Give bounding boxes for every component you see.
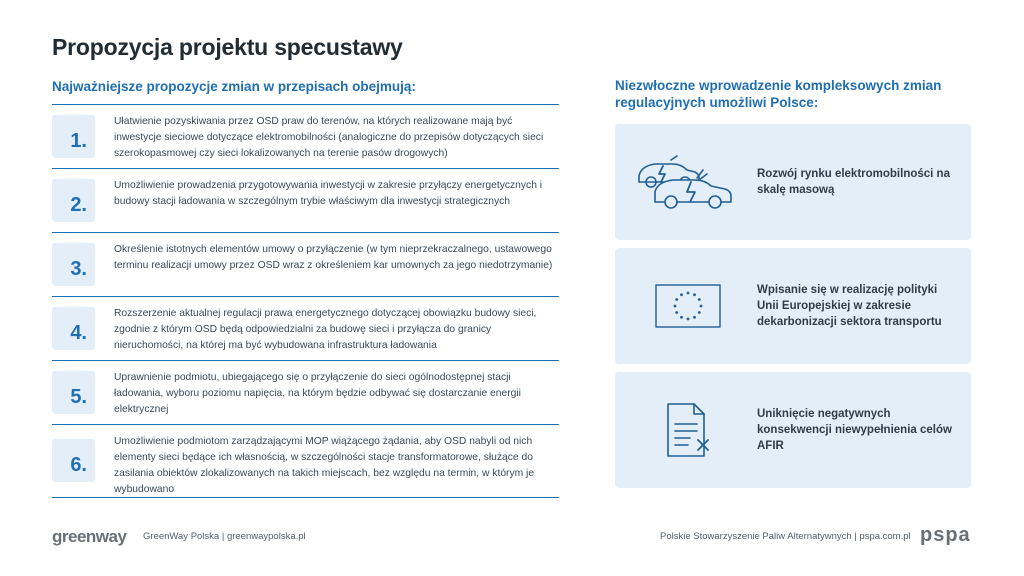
document-x-icon [625,390,750,470]
list-item [52,297,559,361]
item-text: Umożliwienie prowadzenia przygotowywania inwestycji w zakresie przyłączy energetycznych i budowy stacji ładowania w szczególnym trybie właściwym dla inwestycji strategicznych [114,180,543,207]
benefit-card [615,248,971,364]
list-item [52,425,559,498]
item-number: 6. [52,439,95,482]
page-title: Propozycja projektu specustawy [52,34,403,60]
right-heading: Niezwłoczne wprowadzenie kompleksowych zmian regulacyjnych umożliwi Polsce: [615,78,942,110]
greenway-logo: greenway [52,527,127,546]
item-text: Uprawnienie podmiotu, ubiegającego się o przyłączenie do sieci ogólnodostępnej stacji ładowania, wyboru poziomu napięcia, na którym będzie odbywać się dostarczanie energii elektrycznej [114,372,521,415]
benefit-card [615,372,971,488]
item-text: Ułatwienie pozyskiwania przez OSD praw do terenów, na których realizowane mają być inwestycje sieciowe dotyczące elektromobilności (analogiczne do przepisów dotyczących sieci szerokopasmowej czy sieci lokalizowanych na terenie pasów drogowych) [114,116,544,159]
card-text: Wpisanie się w realizację polityki Unii Europejskiej w zakresie dekarbonizacji sektora transportu [757,284,942,328]
item-number: 1. [52,115,95,158]
item-number: 5. [52,371,95,414]
footer-left-text: GreenWay Polska | greenwaypolska.pl [143,531,306,542]
eu-flag-icon [625,266,750,346]
left-heading: Najważniejsze propozycje zmian w przepisach obejmują: [52,79,416,94]
item-text: Określenie istotnych elementów umowy o przyłączenie (w tym nieprzekraczalnego, ustawowego terminu realizacji umowy przez OSD wraz z określeniem kar umownych za jego niedotrzymanie) [114,244,553,271]
item-number: 2. [52,179,95,222]
item-number: 3. [52,243,95,286]
item-number: 4. [52,307,95,350]
electric-cars-icon [625,142,750,222]
pspa-logo: pspa [920,524,971,546]
footer-right-text: Polskie Stowarzyszenie Paliw Alternatywnych | pspa.com.pl [660,531,911,542]
benefit-card [615,124,971,240]
list-item [52,105,559,169]
list-item [52,169,559,233]
proposal-list [52,104,559,498]
list-item [52,233,559,297]
list-item [52,361,559,425]
item-text: Umożliwienie podmiotom zarządzającymi MOP wiążącego żądania, aby OSD nabyli od nich elementy sieci będące ich własnością, w szczególności stacje transformatorowe, służące do zasilania obiektów zlokalizowanych na takich miejscach, bez względu na termin, w którym je wybudowano [114,436,535,495]
item-text: Rozszerzenie aktualnej regulacji prawa energetycznego dotyczącej obowiązku budowy sieci, zgodnie z którym OSD będą odpowiedzialni za budowę sieci i przyłącza do granicy nieruchomości, na której ma być wybudowana infrastruktura ładowania [114,308,537,351]
card-text: Uniknięcie negatywnych konsekwencji niewypełnienia celów AFIR [757,408,952,452]
card-text: Rozwój rynku elektromobilności na skalę masową [757,168,950,196]
